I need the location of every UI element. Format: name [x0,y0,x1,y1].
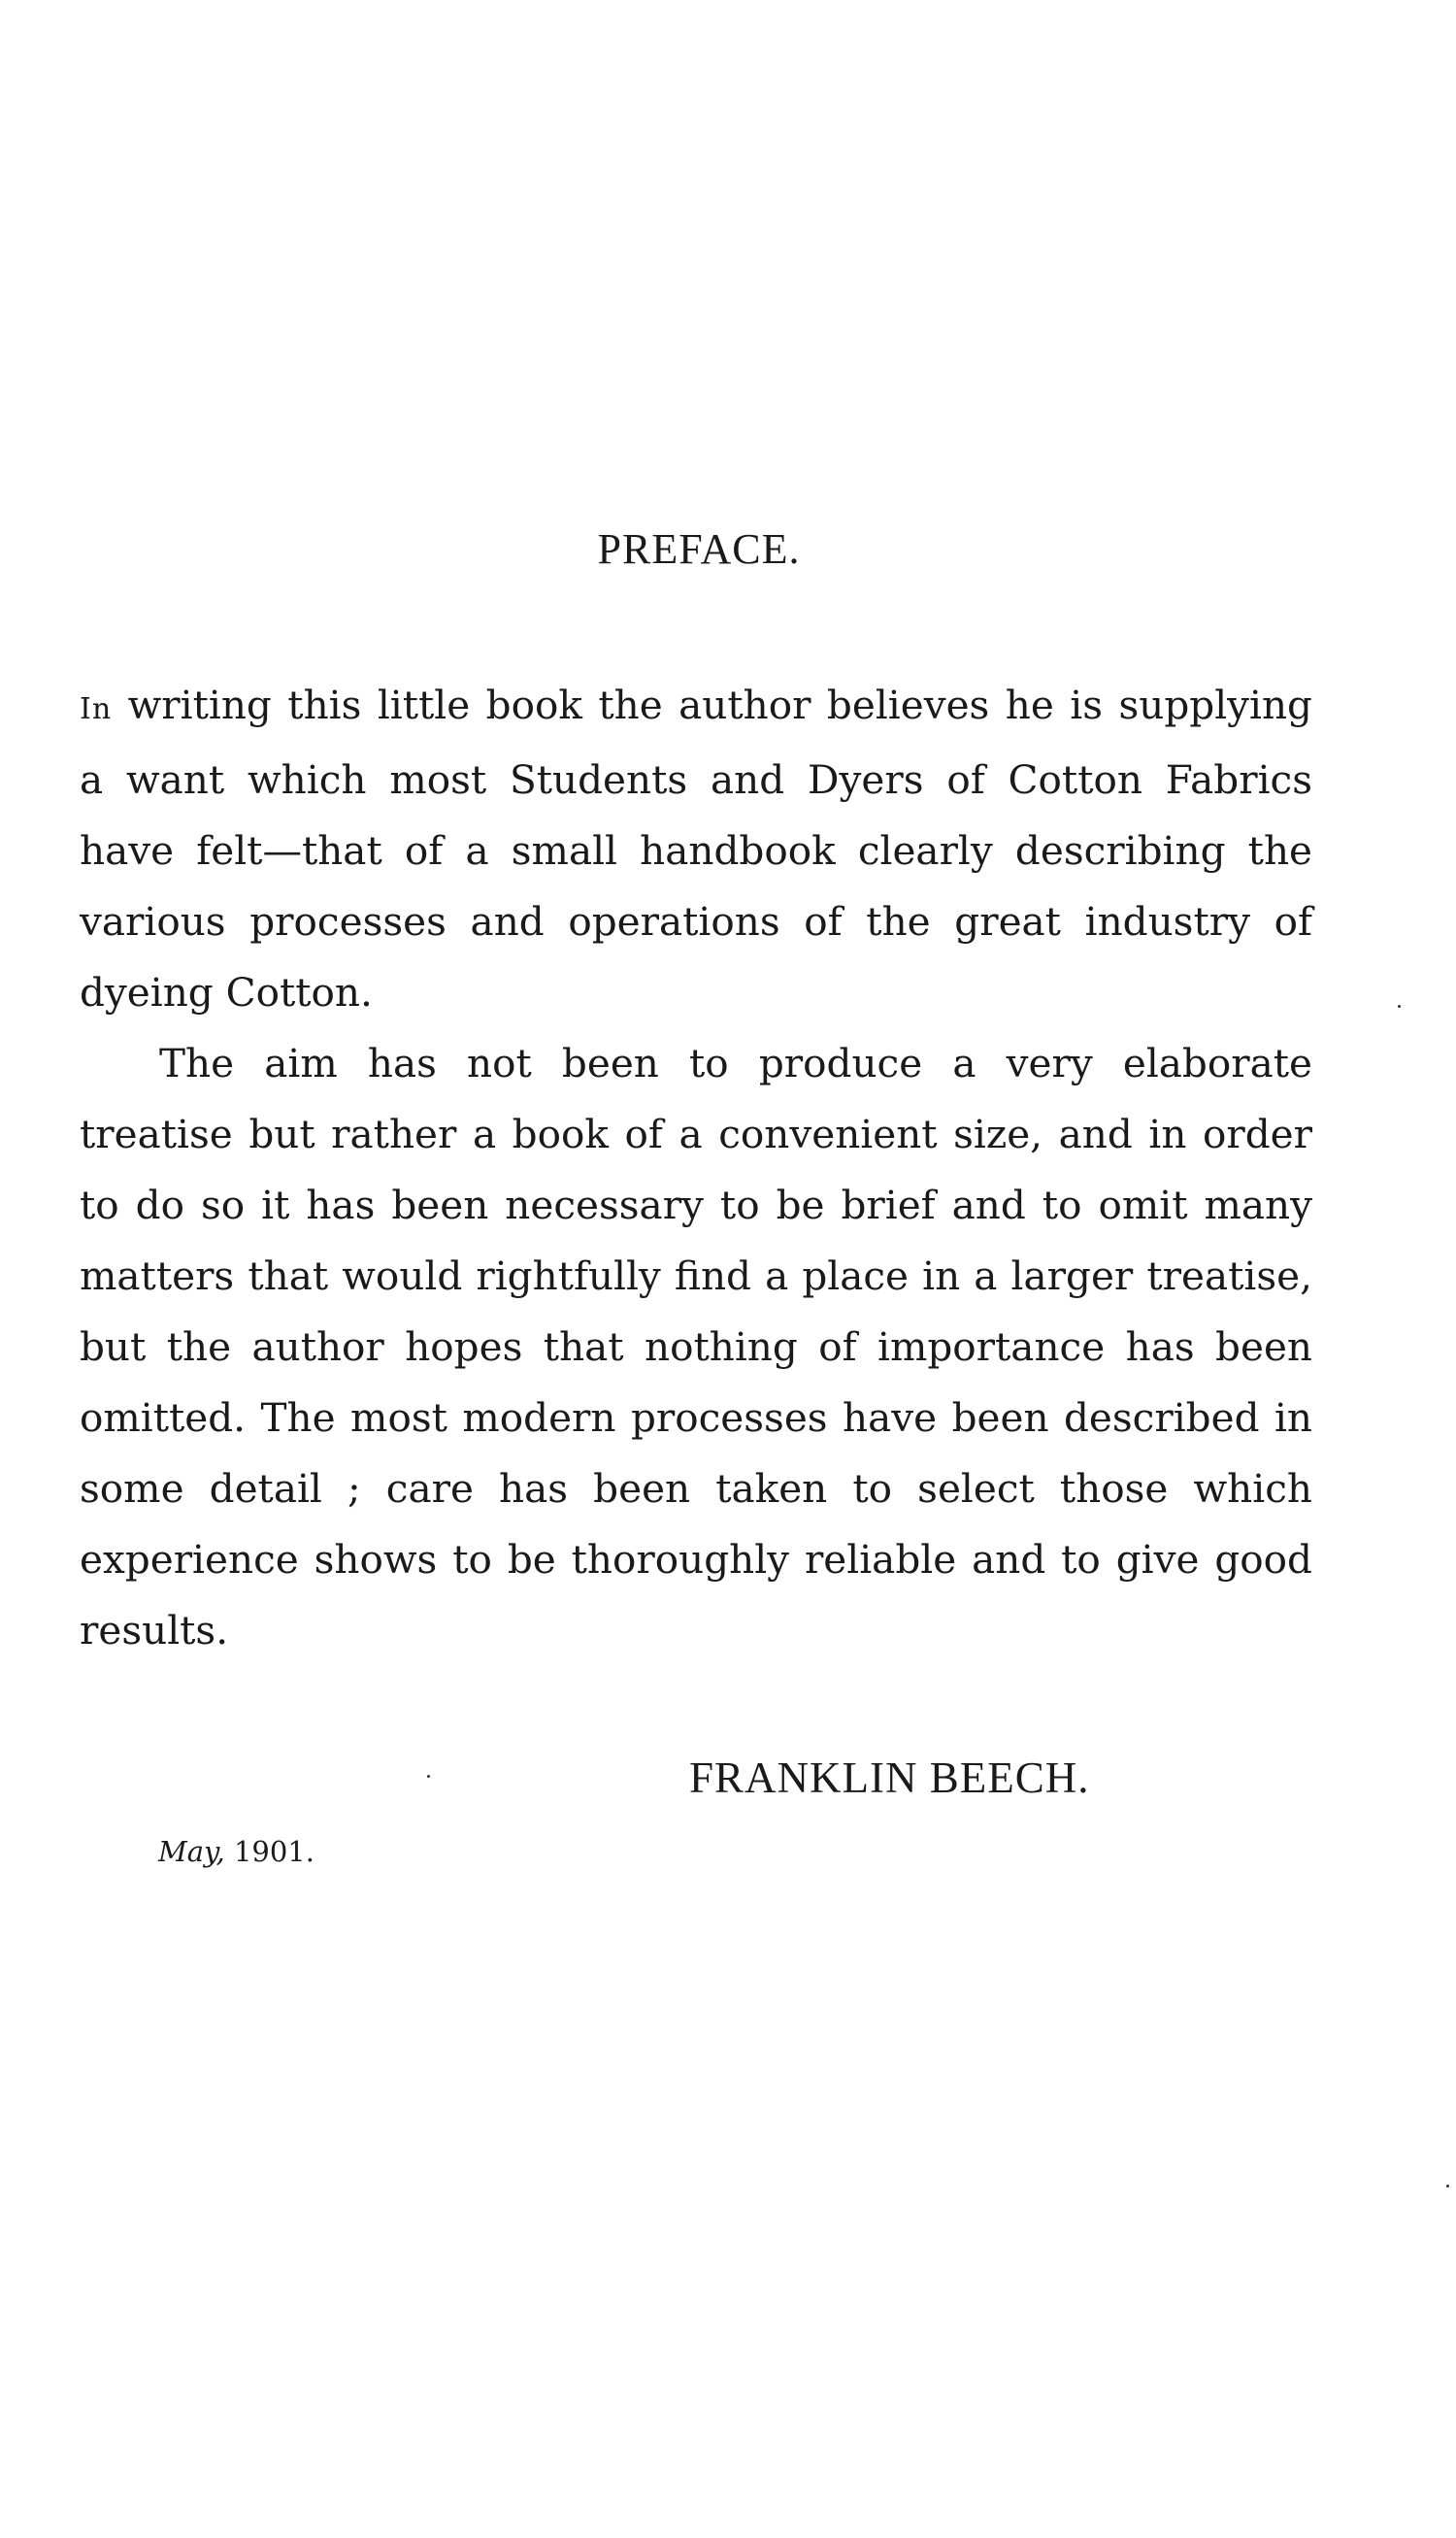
drop-word: In [80,692,113,726]
page-title: PREFACE. [597,525,801,573]
date-year: 1901. [224,1835,314,1868]
print-speck [1446,2185,1449,2187]
date-month: May, [158,1835,225,1868]
paragraph-2: The aim has not been to produce a very elaborate treatise but rather a book of a convenient size, and in order to do so it has been necessary to be brief and to omit many matters that would rightfully find a place in a larger treatise, but the author hopes that nothing of importance has been omitted. The most modern processes have been described in some detail ; care has been taken to select those which experience shows to be thoroughly reliable and to give good results. [80,1040,1312,1653]
preface-body [80,670,1312,1666]
paragraph-1-text: writing this little book the author believes he is supplying a want which most Students and Dyers of Cotton Fabrics have felt—that of a small handbook clearly describing the various processes and operations of the great industry of dyeing Cotton. [80,682,1312,1016]
paragraph-1 [80,670,1312,1028]
print-speck [1398,1005,1401,1008]
author-signature: FRANKLIN BEECH. [689,1753,1090,1802]
print-speck [427,1775,430,1778]
preface-date [158,1835,314,1868]
